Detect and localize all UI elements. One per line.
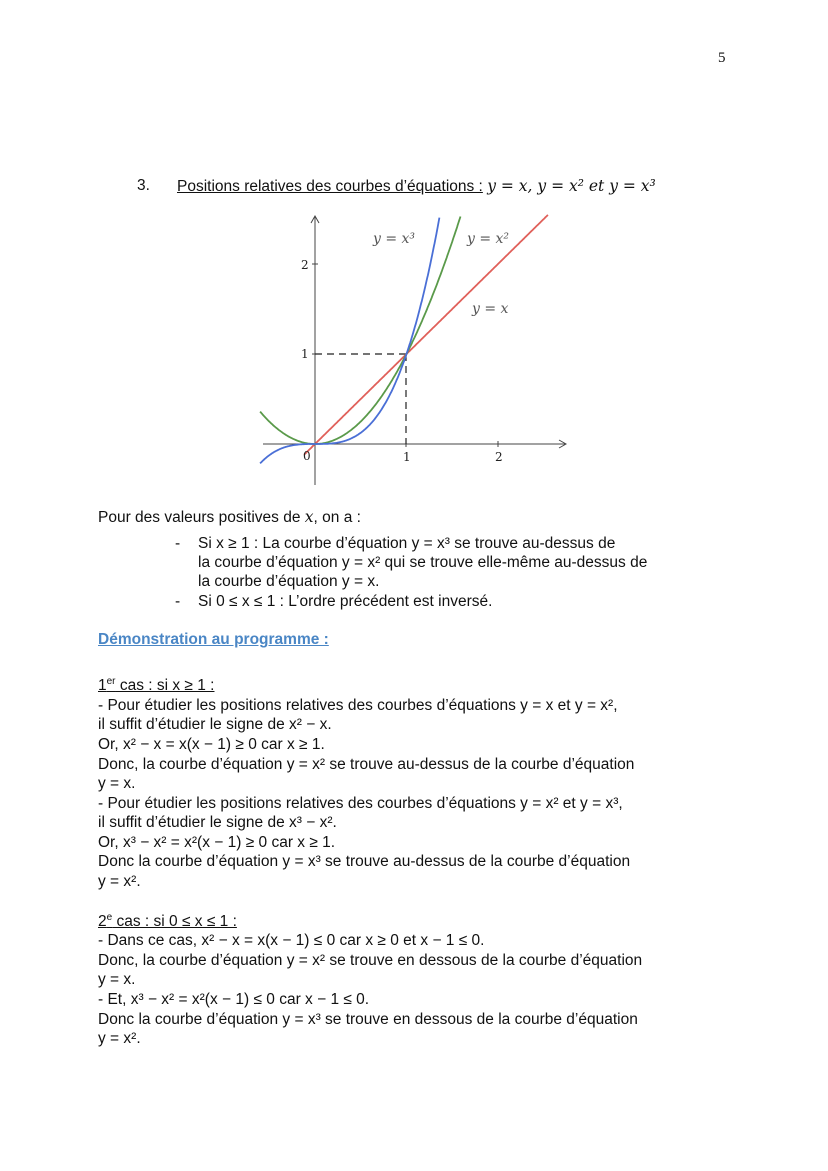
- x-tick-label-2: 2: [495, 450, 503, 464]
- intro-tail: , on a :: [313, 509, 361, 526]
- intro-text: [98, 508, 361, 527]
- bullet-dash-1: -: [175, 535, 181, 552]
- label-cube: y = x³: [373, 231, 416, 247]
- case2-line-2: Donc, la courbe d’équation y = x² se trouve en dessous de la courbe d’équation: [98, 952, 643, 969]
- case1-line-1: - Pour étudier les positions relatives des courbes d’équations y = x et y = x²,: [98, 697, 618, 714]
- curves-graph: [255, 205, 575, 495]
- case2-heading: [98, 913, 237, 931]
- case2-head-sup: e: [106, 911, 113, 923]
- case1-line-2: il suffit d’étudier le signe de x² − x.: [98, 716, 332, 733]
- y-tick-label-1: 1: [301, 347, 309, 361]
- case1-heading: [98, 677, 214, 695]
- section-title-text: Positions relatives des courbes d’équations :: [177, 178, 483, 195]
- case1-head-sup: er: [106, 675, 116, 687]
- demo-title: Démonstration au programme :: [98, 631, 329, 648]
- x-tick-label-1: 1: [403, 450, 411, 464]
- case2-head-num: 2: [98, 913, 107, 930]
- case1-line-8: Or, x³ − x² = x²(x − 1) ≥ 0 car x ≥ 1.: [98, 834, 336, 851]
- section-number: 3.: [137, 177, 150, 194]
- case1-head-text: cas : si x ≥ 1 :: [115, 677, 215, 694]
- label-square: y = x²: [467, 231, 510, 247]
- page-number: 5: [718, 50, 726, 66]
- origin-label: 0: [303, 449, 311, 463]
- bullet1-line-a: Si x ≥ 1 : La courbe d’équation y = x³ se trouve au-dessus de: [198, 535, 616, 552]
- case2-line-1: - Dans ce cas, x² − x = x(x − 1) ≤ 0 car x ≥ 0 et x − 1 ≤ 0.: [98, 932, 485, 949]
- bullet2-line: Si 0 ≤ x ≤ 1 : L’ordre précédent est inversé.: [198, 593, 493, 610]
- case2-line-3: y = x.: [98, 971, 136, 988]
- case1-line-3: Or, x² − x = x(x − 1) ≥ 0 car x ≥ 1.: [98, 736, 325, 753]
- section-equations: y = x, y = x² et y = x³: [487, 177, 656, 195]
- intro-var: x: [304, 508, 314, 526]
- case1-line-5: y = x.: [98, 775, 136, 792]
- case1-line-4: Donc, la courbe d’équation y = x² se trouve au-dessus de la courbe d’équation: [98, 756, 635, 773]
- intro-lead: Pour des valeurs positives de: [98, 509, 301, 526]
- case1-line-7: il suffit d’étudier le signe de x³ − x².: [98, 814, 337, 831]
- section-title: [177, 177, 656, 196]
- case1-line-10: y = x².: [98, 873, 141, 890]
- case2-line-4: - Et, x³ − x² = x²(x − 1) ≤ 0 car x − 1 ≤ 0.: [98, 991, 370, 1008]
- curve-linear: [304, 215, 548, 455]
- case2-line-6: y = x².: [98, 1030, 141, 1047]
- case1-line-9: Donc la courbe d’équation y = x³ se trouve au-dessus de la courbe d’équation: [98, 853, 631, 870]
- bullet1-line-b: la courbe d’équation y = x² qui se trouve elle-même au-dessus de: [198, 554, 648, 571]
- case1-head-num: 1: [98, 677, 107, 694]
- bullet1-line-c: la courbe d’équation y = x.: [198, 573, 380, 590]
- case1-line-6: - Pour étudier les positions relatives des courbes d’équations y = x² et y = x³,: [98, 795, 623, 812]
- bullet-dash-2: -: [175, 593, 181, 610]
- label-linear: y = x: [472, 301, 509, 317]
- y-tick-label-2: 2: [301, 258, 309, 272]
- case2-head-text: cas : si 0 ≤ x ≤ 1 :: [112, 913, 237, 930]
- case2-line-5: Donc la courbe d’équation y = x³ se trouve en dessous de la courbe d’équation: [98, 1011, 638, 1028]
